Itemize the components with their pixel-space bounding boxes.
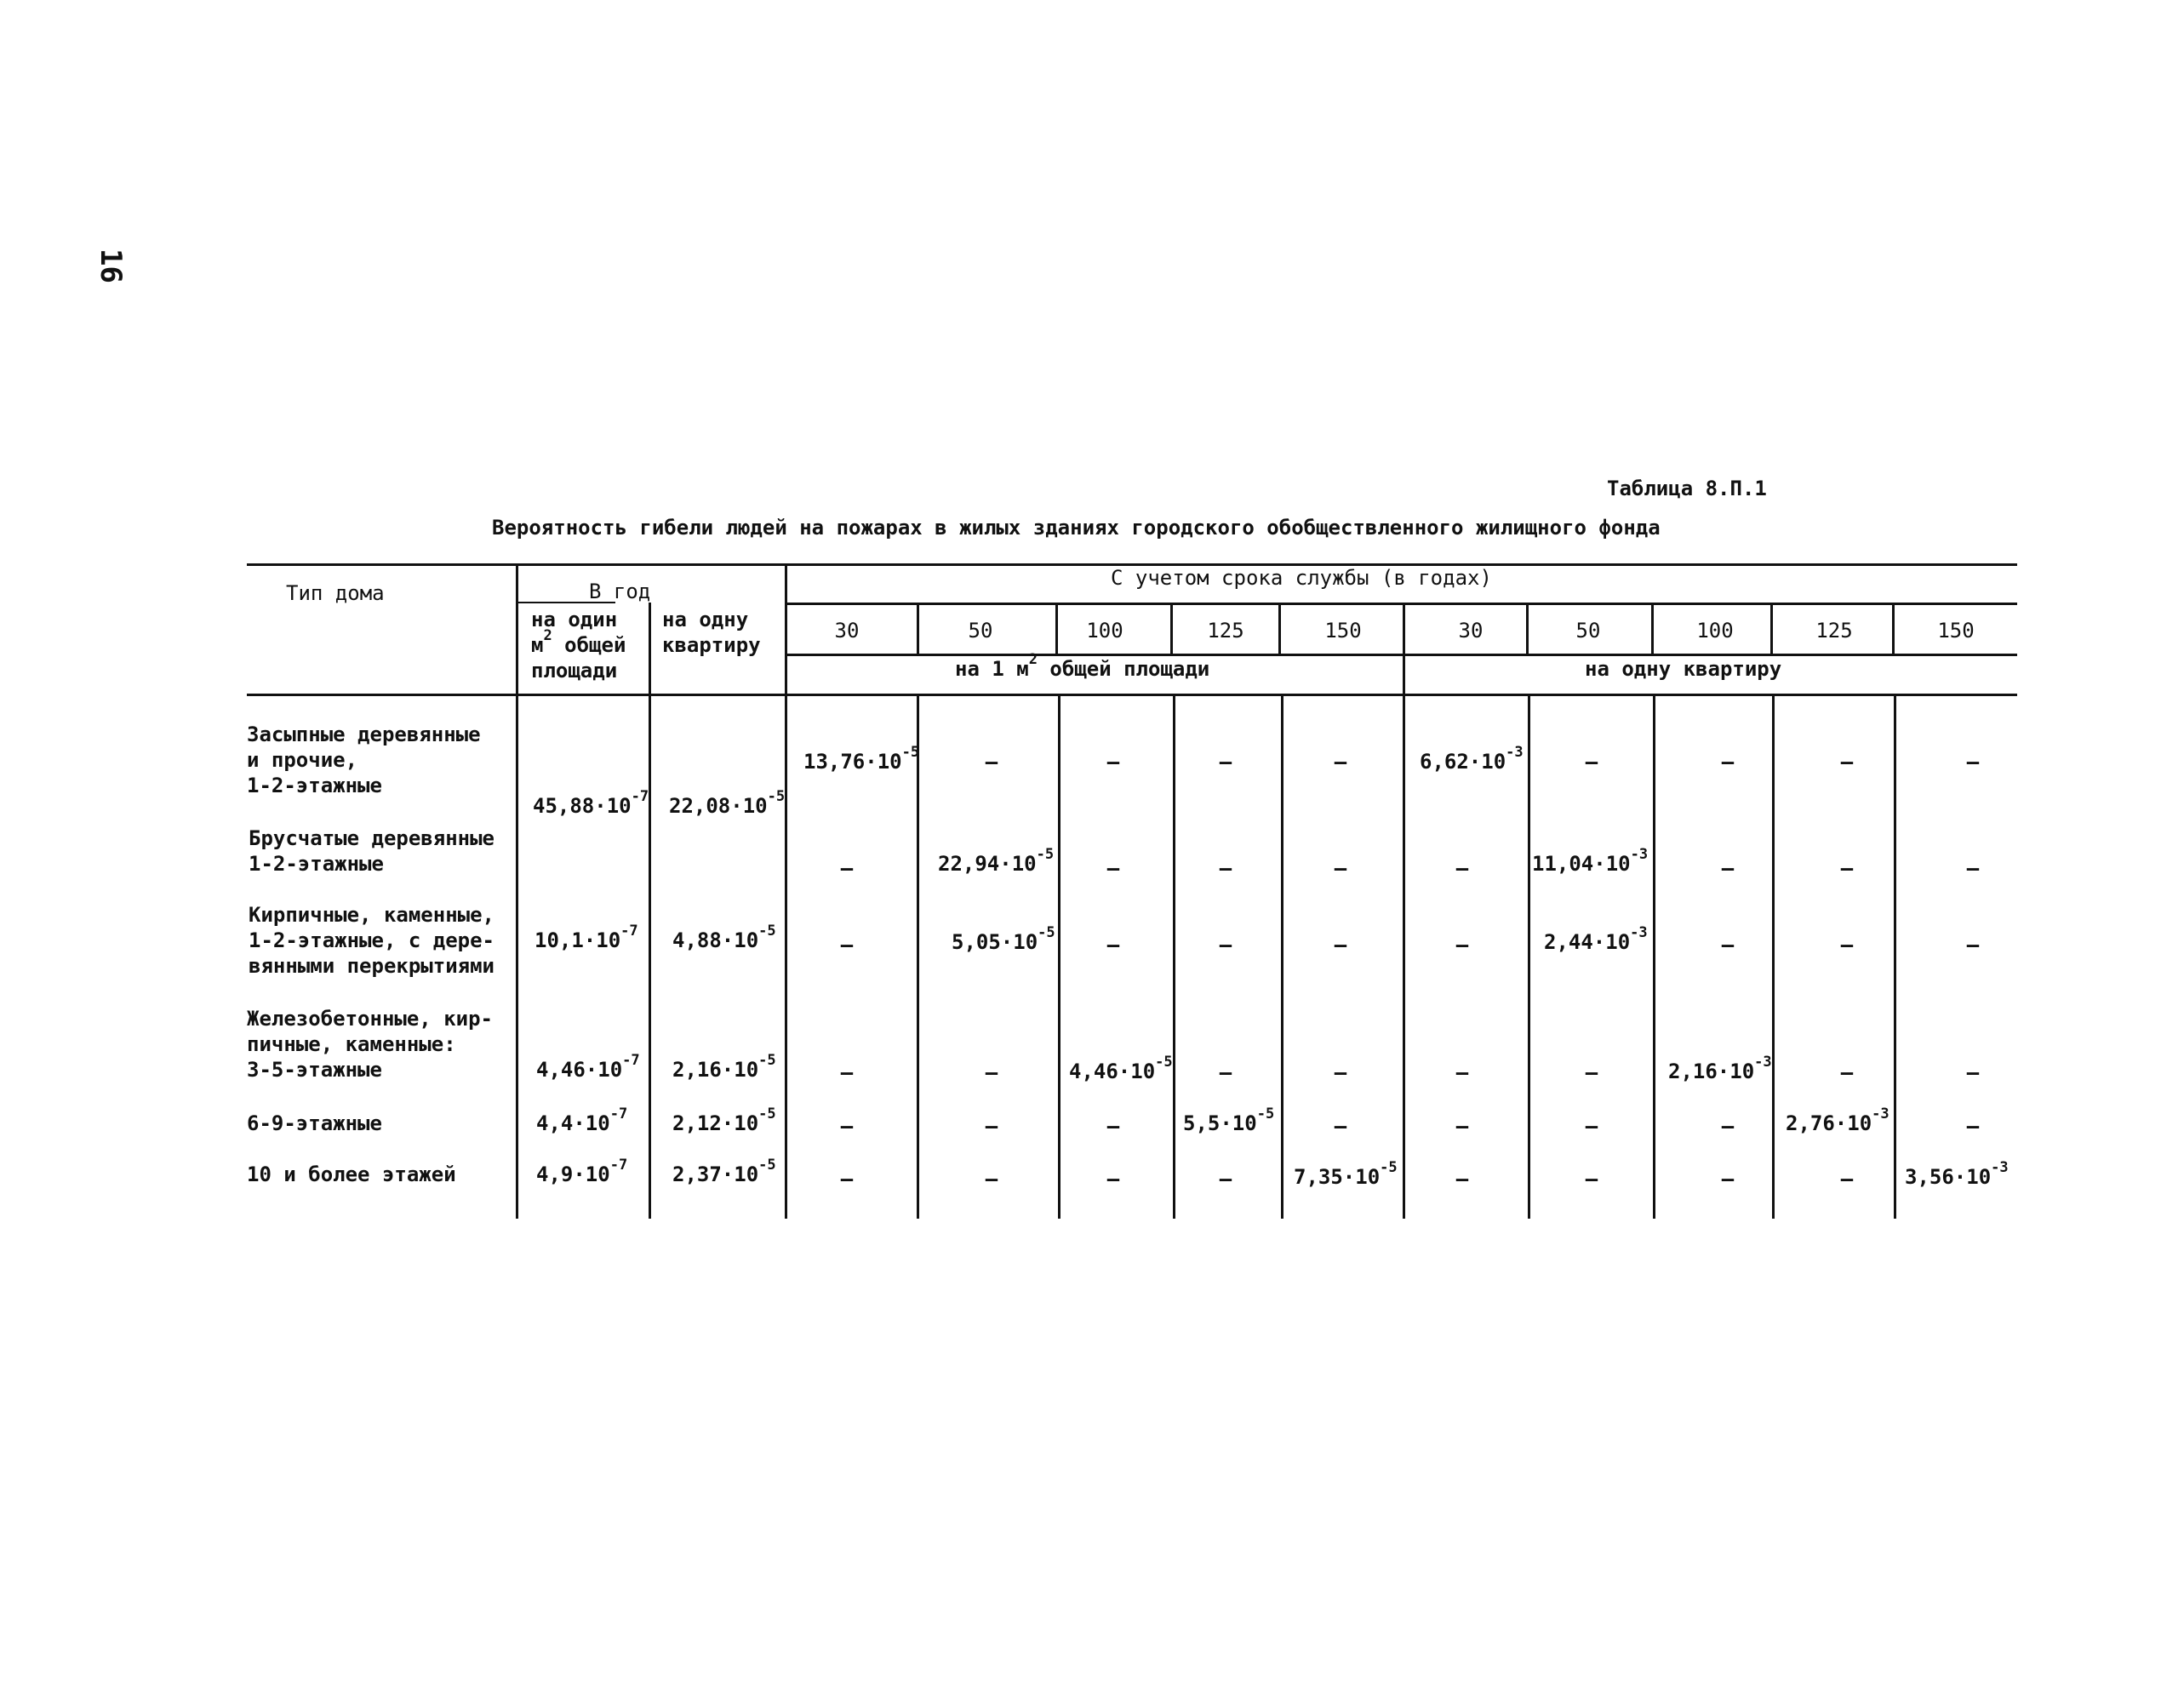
cell-value: $4,88\cdot 10^{-5}$ bbox=[672, 923, 776, 952]
empty-cell: – bbox=[1455, 1060, 1469, 1084]
empty-cell: – bbox=[840, 933, 854, 957]
empty-cell: – bbox=[1585, 750, 1598, 774]
row-name: Засыпные деревянные и прочие, 1-2-этажные bbox=[247, 723, 481, 797]
empty-cell: – bbox=[1721, 933, 1735, 957]
year-col-apt-125: 125 bbox=[1815, 619, 1853, 643]
cell-value: $4,4\cdot 10^{-7}$ bbox=[536, 1105, 628, 1135]
row-name: 10 и более этажей bbox=[247, 1162, 456, 1186]
cell-value: $2,12\cdot 10^{-5}$ bbox=[672, 1105, 776, 1135]
cell-value: $13,76\cdot 10^{-5}$ bbox=[803, 744, 920, 774]
per-m2-header: на один $м^2$ общей площади bbox=[531, 608, 626, 683]
empty-cell: – bbox=[1966, 1060, 1980, 1084]
year-col-m2-150: 150 bbox=[1324, 619, 1362, 643]
cell-value: $2,76\cdot 10^{-3}$ bbox=[1786, 1105, 1889, 1135]
col-rule bbox=[1403, 603, 1405, 694]
col-rule bbox=[1653, 694, 1655, 1219]
empty-cell: – bbox=[1840, 750, 1854, 774]
per-apartment-header: на одну квартиру bbox=[662, 608, 761, 657]
empty-cell: – bbox=[1219, 750, 1232, 774]
col-rule bbox=[1173, 694, 1175, 1219]
cell-value: $22,08\cdot 10^{-5}$ bbox=[669, 788, 786, 818]
col-rule bbox=[1281, 694, 1283, 1219]
cell-value: $2,16\cdot 10^{-3}$ bbox=[1668, 1054, 1772, 1083]
col-rule bbox=[1651, 603, 1654, 655]
empty-cell: – bbox=[1219, 856, 1232, 880]
table-label: Таблица 8.П.1 bbox=[1607, 477, 1767, 500]
empty-cell: – bbox=[985, 1167, 998, 1191]
empty-cell: – bbox=[1334, 856, 1347, 880]
year-col-apt-30: 30 bbox=[1458, 619, 1484, 643]
cell-value: $11,04\cdot 10^{-3}$ bbox=[1532, 846, 1649, 876]
col-rule bbox=[649, 603, 651, 1219]
empty-cell: – bbox=[840, 1167, 854, 1191]
year-col-apt-100: 100 bbox=[1696, 619, 1734, 643]
empty-cell: – bbox=[840, 1114, 854, 1138]
col-rule bbox=[516, 563, 518, 1219]
empty-cell: – bbox=[1585, 1060, 1598, 1084]
year-col-apt-50: 50 bbox=[1575, 619, 1601, 643]
cell-value: $7,35\cdot 10^{-5}$ bbox=[1294, 1159, 1398, 1189]
empty-cell: – bbox=[1334, 1114, 1347, 1138]
empty-cell: – bbox=[985, 750, 998, 774]
cell-value: $4,46\cdot 10^{-7}$ bbox=[536, 1052, 640, 1082]
cell-value: $4,9\cdot 10^{-7}$ bbox=[536, 1157, 628, 1186]
empty-cell: – bbox=[1455, 1167, 1469, 1191]
empty-cell: – bbox=[1219, 1060, 1232, 1084]
empty-cell: – bbox=[840, 856, 854, 880]
row-name: Брусчатые деревянные 1-2-этажные bbox=[249, 826, 495, 876]
empty-cell: – bbox=[985, 1114, 998, 1138]
row-name: 6-9-этажные bbox=[247, 1111, 382, 1135]
cell-value: $5,5\cdot 10^{-5}$ bbox=[1183, 1105, 1275, 1135]
empty-cell: – bbox=[1721, 856, 1735, 880]
empty-cell: – bbox=[1721, 750, 1735, 774]
cell-value: $2,16\cdot 10^{-5}$ bbox=[672, 1052, 776, 1082]
empty-cell: – bbox=[1721, 1167, 1735, 1191]
empty-cell: – bbox=[1966, 933, 1980, 957]
empty-cell: – bbox=[1966, 856, 1980, 880]
col-rule bbox=[1894, 694, 1896, 1219]
cell-value: $2,44\cdot 10^{-3}$ bbox=[1544, 924, 1648, 954]
col-rule bbox=[1055, 603, 1058, 655]
empty-cell: – bbox=[1219, 933, 1232, 957]
empty-cell: – bbox=[1106, 1114, 1120, 1138]
empty-cell: – bbox=[1334, 1060, 1347, 1084]
col-rule bbox=[1770, 603, 1773, 655]
col-rule bbox=[1892, 603, 1895, 655]
year-col-m2-100: 100 bbox=[1086, 619, 1123, 643]
cell-value: $10,1\cdot 10^{-7}$ bbox=[535, 923, 638, 952]
year-col-m2-125: 125 bbox=[1207, 619, 1244, 643]
cell-value: $45,88\cdot 10^{-7}$ bbox=[533, 788, 649, 818]
col-rule bbox=[1278, 603, 1281, 655]
empty-cell: – bbox=[1455, 1114, 1469, 1138]
cell-value: $22,94\cdot 10^{-5}$ bbox=[938, 846, 1055, 876]
empty-cell: – bbox=[1219, 1167, 1232, 1191]
col-rule bbox=[1170, 603, 1173, 655]
cell-value: $4,46\cdot 10^{-5}$ bbox=[1069, 1054, 1173, 1083]
empty-cell: – bbox=[1840, 1167, 1854, 1191]
col-rule bbox=[1403, 694, 1405, 1219]
col-rule bbox=[1058, 694, 1060, 1219]
empty-cell: – bbox=[1721, 1114, 1735, 1138]
cell-value: $2,37\cdot 10^{-5}$ bbox=[672, 1157, 776, 1186]
year-col-m2-30: 30 bbox=[834, 619, 860, 643]
group-per-apartment: на одну квартиру bbox=[1585, 657, 1782, 681]
cell-value: $3,56\cdot 10^{-3}$ bbox=[1905, 1159, 2009, 1189]
header-bottom-rule bbox=[247, 694, 2017, 696]
empty-cell: – bbox=[1840, 933, 1854, 957]
row-name: Железобетонные, кир- пичные, каменные: 3-5-этажные bbox=[247, 1007, 493, 1082]
row-name: Кирпичные, каменные, 1-2-этажные, с дере- вянными перекрытиями bbox=[249, 903, 495, 978]
service-life-header: С учетом срока службы (в годах) bbox=[1111, 566, 1492, 590]
year-col-m2-50: 50 bbox=[968, 619, 993, 643]
empty-cell: – bbox=[1840, 856, 1854, 880]
empty-cell: – bbox=[1966, 750, 1980, 774]
empty-cell: – bbox=[1106, 750, 1120, 774]
group-per-m2: на 1 $м^2$ общей площади bbox=[955, 651, 1210, 681]
col-rule bbox=[1772, 694, 1775, 1219]
cell-value: $6,62\cdot 10^{-3}$ bbox=[1420, 744, 1524, 774]
empty-cell: – bbox=[1334, 933, 1347, 957]
table-caption: Вероятность гибели людей на пожарах в жилых зданиях городского обобществленного жилищного фонда bbox=[492, 516, 1661, 540]
empty-cell: – bbox=[1840, 1060, 1854, 1084]
empty-cell: – bbox=[1455, 856, 1469, 880]
empty-cell: – bbox=[840, 1060, 854, 1084]
col-rule bbox=[917, 603, 919, 655]
empty-cell: – bbox=[1455, 933, 1469, 957]
empty-cell: – bbox=[1106, 933, 1120, 957]
cell-value: $5,05\cdot 10^{-5}$ bbox=[952, 924, 1055, 954]
empty-cell: – bbox=[1106, 856, 1120, 880]
col-rule bbox=[785, 563, 787, 1219]
empty-cell: – bbox=[1966, 1114, 1980, 1138]
page-number: 16 bbox=[94, 248, 128, 283]
col-rule bbox=[1526, 603, 1529, 655]
empty-cell: – bbox=[1585, 1114, 1598, 1138]
year-col-apt-150: 150 bbox=[1937, 619, 1975, 643]
per-year-header: В год bbox=[589, 580, 651, 603]
col-rule bbox=[1528, 694, 1530, 1219]
empty-cell: – bbox=[1585, 1167, 1598, 1191]
empty-cell: – bbox=[1106, 1167, 1120, 1191]
empty-cell: – bbox=[1334, 750, 1347, 774]
type-column-header: Тип дома bbox=[286, 581, 385, 605]
empty-cell: – bbox=[985, 1060, 998, 1084]
